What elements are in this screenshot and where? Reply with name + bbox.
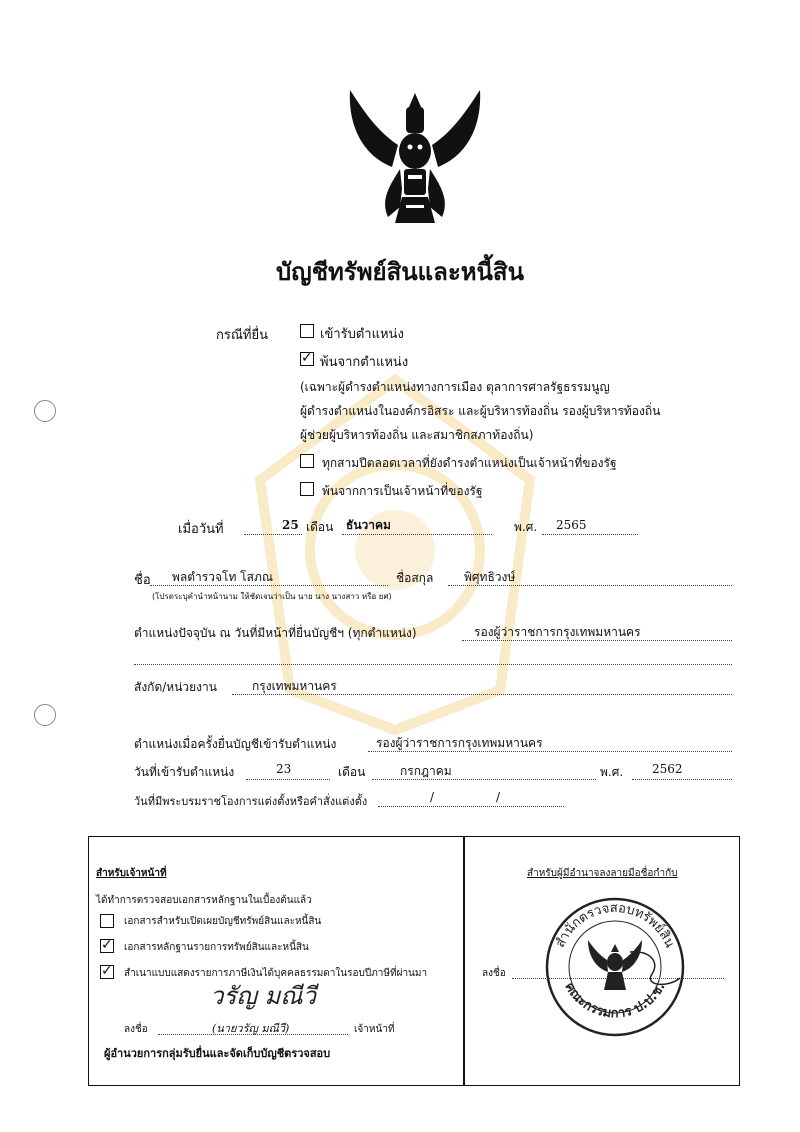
date-month: ธันวาคม (346, 518, 391, 532)
document-title: บัญชีทรัพย์สินและหนี้สิน (276, 258, 524, 286)
officer-role: เจ้าหน้าที่ (354, 1024, 395, 1035)
first-position-value: รองผู้ว่าราชการกรุงเทพมหานคร (376, 736, 543, 750)
officer-item-evidence: เอกสารหลักฐานรายการทรัพย์สินและหนี้สิน (124, 942, 309, 953)
date-day: 25 (282, 518, 299, 532)
garuda-emblem-icon (340, 85, 490, 230)
option-leave-office-label: พ้นจากตำแหน่ง (320, 355, 409, 370)
checkbox-every-three-years[interactable] (300, 454, 314, 468)
agency-value: กรุงเทพมหานคร (252, 679, 337, 693)
officer-signature: วรัญ มณีวี (210, 982, 317, 1010)
svg-text:สำนักตรวจสอบทรัพย์สิน (553, 901, 677, 950)
royal-decree-sep-2: / (496, 790, 501, 804)
person-name: พลตำรวจโท โสภณ (172, 570, 273, 584)
punch-hole-bottom (34, 704, 56, 726)
officer-item-disclosure: เอกสารสำหรับเปิดเผยบัญชีทรัพย์สินและหนี้สิน (124, 916, 322, 927)
stamp-text-top: สำนักตรวจสอบทรัพย์สิน (552, 900, 678, 951)
punch-hole-top (34, 400, 56, 422)
position-label: ตำแหน่งปัจจุบัน ณ วันที่มีหน้าที่ยื่นบัญชีฯ (ทุกตำแหน่ง) (134, 626, 417, 640)
date-year: 2565 (556, 518, 587, 532)
receiver-box-heading: สำหรับผู้มีอำนาจลงลายมือชื่อกำกับ (527, 868, 678, 879)
officer-checkbox-evidence[interactable] (100, 939, 114, 953)
officer-footer: ผู้อำนวยการกลุ่มรับยื่นและจัดเก็บบัญชีตรวจสอบ (104, 1047, 331, 1060)
name-label: ชื่อ (134, 573, 151, 588)
start-date-day: 23 (276, 762, 292, 776)
receiver-sign-label: ลงชื่อ (482, 968, 506, 979)
option-take-office-label: เข้ารับตำแหน่ง (320, 327, 404, 342)
start-date-year-label: พ.ศ. (600, 765, 624, 779)
person-surname: พิศุทธิวงษ์ (464, 570, 516, 584)
surname-label: ชื่อสกุล (396, 571, 434, 585)
agency-label: สังกัด/หน่วยงาน (134, 680, 217, 694)
case-label: กรณีที่ยื่น (216, 328, 268, 343)
royal-decree-sep-1: / (430, 790, 435, 804)
date-year-label: พ.ศ. (514, 520, 538, 534)
option-leave-state-official-label: พ้นจากการเป็นเจ้าหน้าที่ของรัฐ (322, 484, 483, 498)
start-date-month: กรกฎาคม (400, 764, 452, 778)
royal-decree-label: วันที่มีพระบรมราชโองการแต่งตั้งหรือคำสั่งแต่งตั้ง (134, 795, 368, 808)
officer-box-intro: ได้ทำการตรวจสอบเอกสารหลักฐานในเบื้องต้นแล้ว (96, 895, 312, 906)
start-date-month-label: เดือน (338, 765, 366, 779)
officer-checkbox-tax[interactable] (100, 965, 114, 979)
checkbox-take-office[interactable] (300, 324, 314, 338)
officer-sign-label: ลงชื่อ (124, 1024, 148, 1035)
position-value: รองผู้ว่าราชการกรุงเทพมหานคร (474, 625, 641, 639)
first-position-label: ตำแหน่งเมื่อครั้งยื่นบัญชีเข้ารับตำแหน่ง (134, 737, 337, 751)
option-every-three-years-label: ทุกสามปีตลอดเวลาที่ยังดำรงตำแหน่งเป็นเจ้าหน้าที่ของรัฐ (322, 456, 617, 470)
case-note-line-1: (เฉพาะผู้ดำรงตำแหน่งทางการเมือง ตุลาการศาลรัฐธรรมนูญ (300, 380, 610, 394)
case-note-line-2: ผู้ดำรงตำแหน่งในองค์กรอิสระ และผู้บริหารท้องถิ่น รองผู้บริหารท้องถิ่น (300, 404, 661, 418)
start-date-label: วันที่เข้ารับตำแหน่ง (134, 765, 235, 779)
checkbox-leave-state-official[interactable] (300, 482, 314, 496)
date-month-label: เดือน (306, 520, 334, 534)
checkbox-leave-office[interactable] (300, 352, 314, 366)
officer-item-tax: สำเนาแบบแสดงรายการภาษีเงินได้บุคคลธรรมดาในรอบปีภาษีที่ผ่านมา (124, 968, 428, 979)
case-note-line-3: ผู้ช่วยผู้บริหารท้องถิ่น และสมาชิกสภาท้องถิ่น) (300, 428, 534, 442)
officer-signer-name: (นายวรัญ มณีวี) (212, 1022, 290, 1035)
name-hint: (โปรดระบุคำนำหน้านาม ให้ชัดเจนว่าเป็น นาย นาง นางสาว หรือ ยศ) (152, 592, 392, 601)
official-stamp-icon (540, 892, 690, 1042)
officer-checkbox-disclosure[interactable] (100, 914, 114, 928)
officer-box-heading: สำหรับเจ้าหน้าที่ (96, 868, 167, 879)
date-label: เมื่อวันที่ (178, 522, 224, 537)
stamp-text-bottom: คณะกรรมการ ป.ป.ช. (561, 980, 669, 1022)
start-date-year: 2562 (652, 762, 683, 776)
